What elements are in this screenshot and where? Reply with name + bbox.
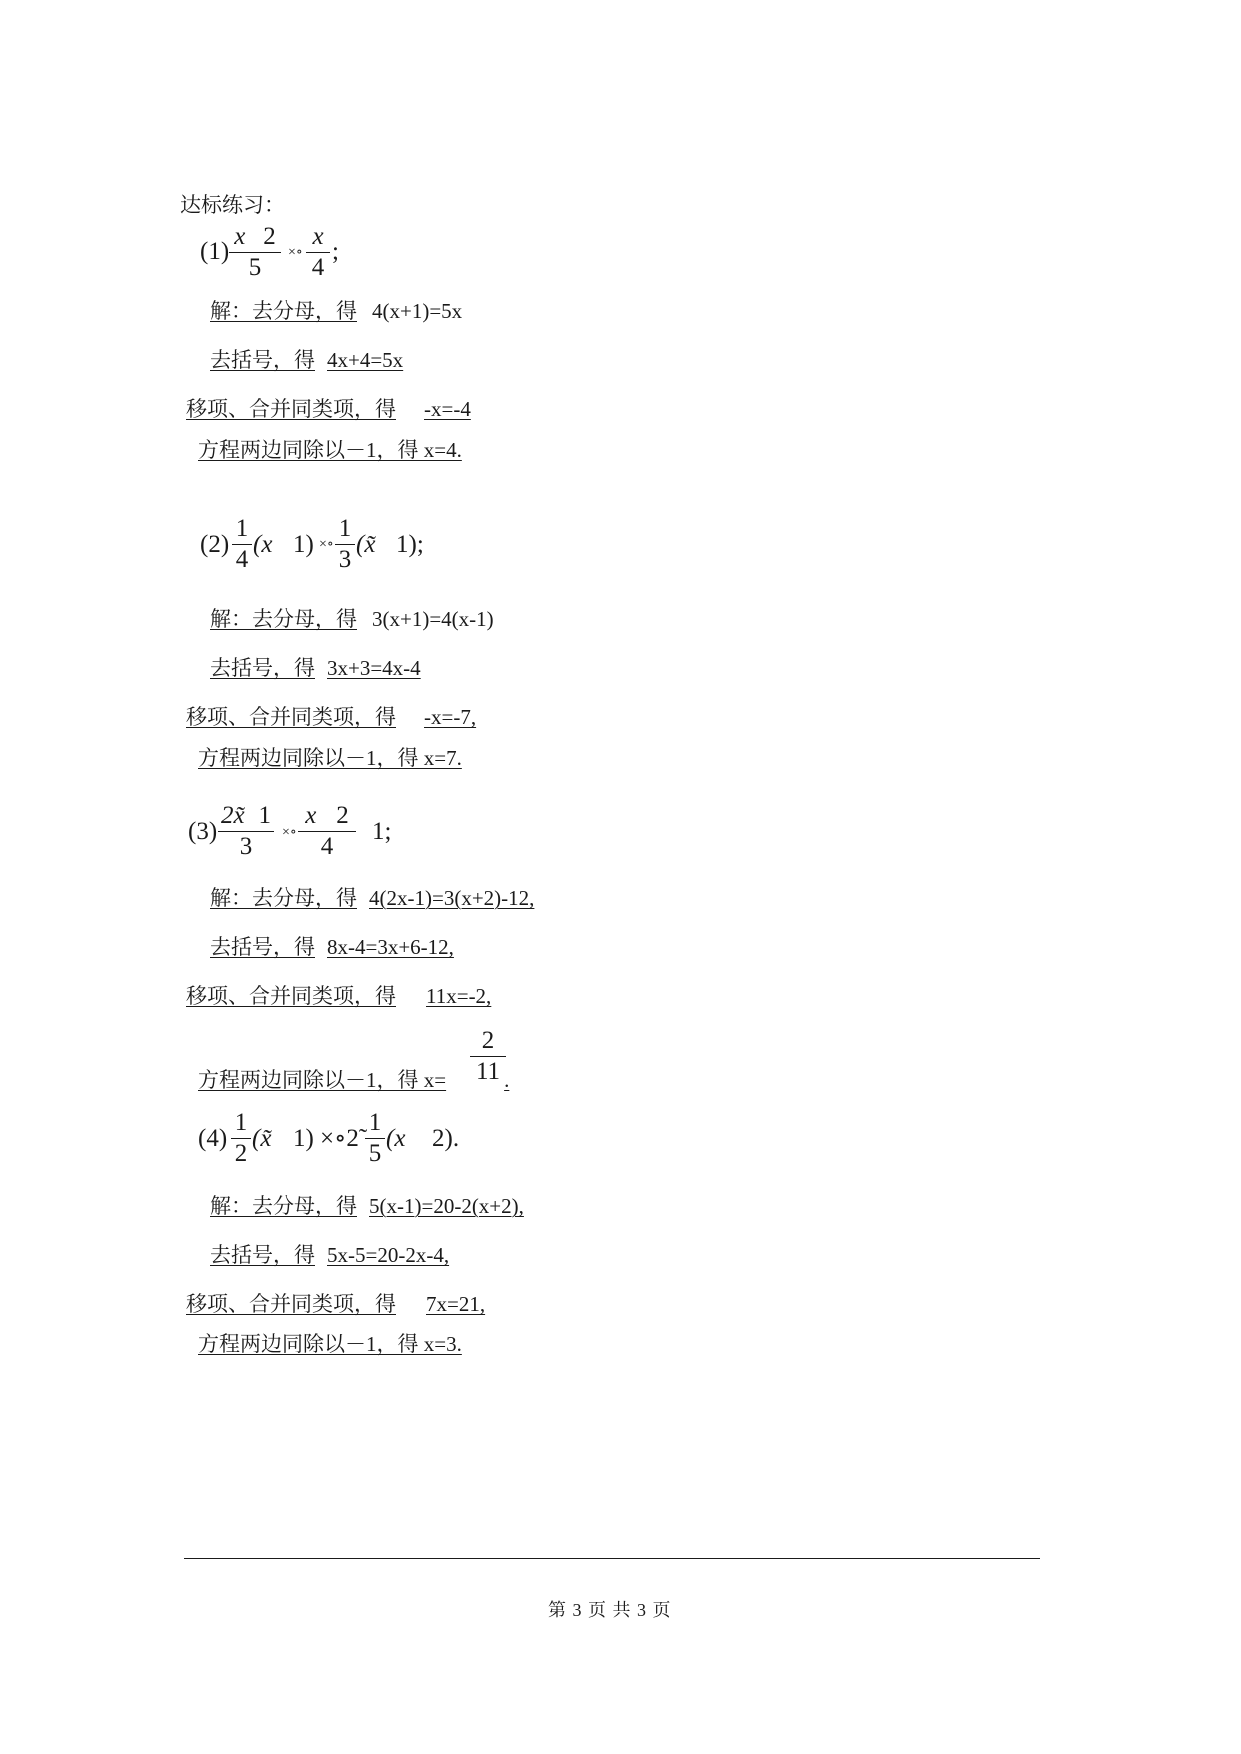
fraction-denominator: 5 <box>248 254 262 281</box>
step-label: 去括号，得 <box>210 935 315 959</box>
fraction-bar <box>365 1138 385 1139</box>
step-1 <box>210 1194 524 1218</box>
step-label: 解：去分母，得 <box>210 607 357 631</box>
fraction-numerator-b: 1 <box>258 802 272 829</box>
step-3 <box>186 705 476 729</box>
fraction-numerator: 2 <box>481 1027 495 1054</box>
fraction-numerator: 1 <box>368 1109 382 1136</box>
step-1-expr: 4(x+1)=5x <box>372 299 463 323</box>
problem-label: (2) <box>200 531 230 558</box>
problem-label: (4) <box>198 1125 228 1152</box>
fraction-lhs <box>218 803 274 860</box>
problem-label: (3) <box>188 818 218 845</box>
step-expr: 11x=-2, <box>426 984 492 1008</box>
fraction-numerator: 1 <box>235 515 249 542</box>
problem-label: (1) <box>200 238 230 265</box>
operator-glyph: ×∘ <box>319 537 334 552</box>
fraction-bar <box>231 1138 251 1139</box>
step-label: 解：去分母，得 <box>210 299 357 323</box>
fraction-numerator: x <box>312 223 324 250</box>
step-label: 移项、合并同类项，得 <box>186 705 396 729</box>
step-expr: 7x=21, <box>426 1292 486 1316</box>
step-expr: 5(x-1)=20-2(x+2), <box>369 1194 524 1218</box>
step-1 <box>210 886 534 910</box>
fraction-denominator: 5 <box>368 1140 382 1167</box>
step-label: 移项、合并同类项，得 <box>186 1292 396 1316</box>
fraction-numerator-b: 2 <box>336 802 349 829</box>
operator-glyph: ×∘ <box>288 245 303 260</box>
fraction-numerator-a: x <box>305 802 317 829</box>
step-expr: -x=-7, <box>424 705 477 729</box>
fraction-denominator: 4 <box>311 254 325 281</box>
step-4 <box>198 1068 509 1092</box>
fraction-bar <box>218 831 274 832</box>
operator-glyph: ×∘ <box>282 825 297 840</box>
page-number: 第 3 页 共 3 页 <box>548 1600 672 1620</box>
step-label: 去括号，得 <box>210 348 315 372</box>
fraction-bar <box>306 252 330 253</box>
fraction-denominator: 2 <box>234 1140 248 1167</box>
fraction-numerator-a: 2x̃ <box>220 802 245 829</box>
step-label: 去括号，得 <box>210 656 315 680</box>
equation-tail: ; <box>332 238 339 265</box>
fraction-1 <box>232 516 252 573</box>
step-3 <box>186 397 471 421</box>
step-label: 解：去分母，得 <box>210 886 357 910</box>
paren-close: 1) <box>293 531 314 558</box>
paren-close: 1); <box>396 531 424 558</box>
fraction-bar <box>470 1056 506 1057</box>
section-title: 达标练习： <box>180 193 285 217</box>
paren-close: 2). <box>432 1125 460 1152</box>
step-label: 移项、合并同类项，得 <box>186 984 396 1008</box>
fraction-numerator: 1 <box>338 515 352 542</box>
fraction-lhs <box>229 224 281 281</box>
fraction-bar <box>335 544 355 545</box>
paren-group: (x̃ <box>356 531 376 558</box>
fraction-denominator: 4 <box>320 833 334 860</box>
fraction-2 <box>365 1110 385 1167</box>
operator-glyph: ×∘2̃ <box>320 1125 359 1152</box>
result-fraction <box>470 1028 506 1085</box>
fraction-numerator-b: 2 <box>263 223 276 250</box>
step-label: 去括号，得 <box>210 1243 315 1267</box>
step-expr: 3x+3=4x-4 <box>327 656 421 680</box>
step-label: 移项、合并同类项，得 <box>186 397 396 421</box>
step-expr: 8x-4=3x+6-12, <box>327 935 454 959</box>
step-2 <box>210 1243 509 1267</box>
step-2 <box>210 656 421 680</box>
step-1-expr: 3(x+1)=4(x-1) <box>372 607 494 631</box>
footer-divider <box>184 1558 1040 1559</box>
step-expr: 4x+4=5x <box>327 348 404 372</box>
step-3 <box>186 1292 485 1316</box>
step-expr: 4(2x-1)=3(x+2)-12, <box>369 886 535 910</box>
step-4: 方程两边同除以－1，得 x=4. <box>198 438 462 462</box>
fraction-rhs <box>306 224 330 281</box>
fraction-denominator: 11 <box>475 1058 501 1085</box>
fraction-denominator: 3 <box>338 546 352 573</box>
paren-group: (x <box>386 1125 406 1152</box>
paren-group: (x̃ <box>252 1125 272 1152</box>
step-4: 方程两边同除以－1，得 x=7. <box>198 746 462 770</box>
paren-close: 1) <box>293 1125 314 1152</box>
fraction-bar <box>298 831 356 832</box>
fraction-bar <box>229 252 281 253</box>
fraction-denominator: 4 <box>235 546 249 573</box>
fraction-2 <box>335 516 355 573</box>
step-text: 方程两边同除以－1，得 x= <box>198 1068 447 1092</box>
step-label: 解：去分母，得 <box>210 1194 357 1218</box>
fraction-denominator: 3 <box>239 833 253 860</box>
equation-tail: 1; <box>372 818 392 845</box>
paren-group: (x <box>253 531 273 558</box>
fraction-numerator: 1 <box>234 1109 248 1136</box>
fraction-rhs <box>298 803 356 860</box>
fraction-bar <box>232 544 252 545</box>
step-2 <box>210 935 512 959</box>
fraction-1 <box>231 1110 251 1167</box>
step-4: 方程两边同除以－1，得 x=3. <box>198 1332 462 1356</box>
step-1 <box>210 607 357 631</box>
step-end: . <box>504 1068 510 1092</box>
step-3 <box>186 984 491 1008</box>
fraction-numerator-a: x <box>234 223 246 250</box>
step-2 <box>210 348 403 372</box>
step-expr: -x=-4 <box>424 397 471 421</box>
step-expr: 5x-5=20-2x-4, <box>327 1243 450 1267</box>
step-1 <box>210 299 357 323</box>
